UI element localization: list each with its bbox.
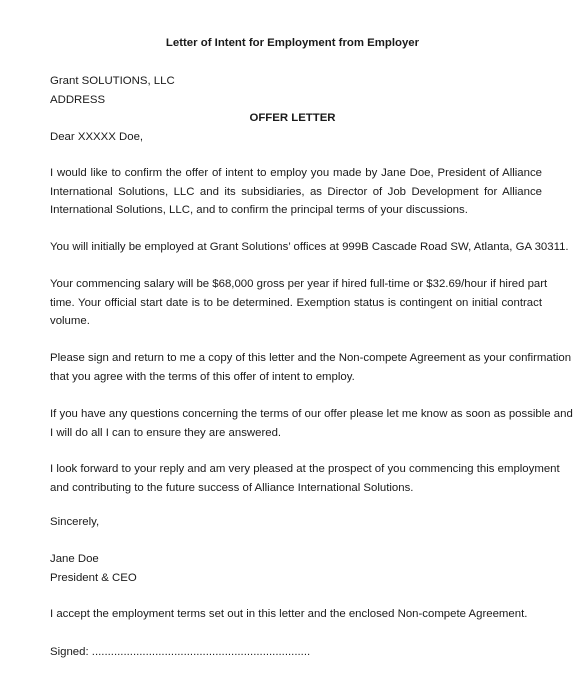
paragraph-line: I look forward to your reply and am very pleased at the prospect of you commencing this employment [50, 463, 560, 475]
paragraph-line: International Solutions, LLC and its subsidiaries, as Director of Job Development for Alliance [50, 185, 542, 198]
paragraph-line: International Solutions, LLC, and to confirm the principal terms of your discussions. [50, 204, 468, 216]
paragraph-line: I will do all I can to ensure they are answered. [50, 426, 282, 439]
paragraph-line: that you agree with the terms of this offer of intent to employ. [50, 370, 355, 383]
paragraph-sign-return [50, 349, 572, 386]
paragraph-closing-remarks [50, 460, 560, 497]
acceptance-statement: I accept the employment terms set out in this letter and the enclosed Non-compete Agreement. [50, 608, 528, 620]
paragraph-line: You will initially be employed at Grant Solutions’ offices at 999B Cascade Road SW, Atlanta, GA 30311. [50, 241, 569, 253]
paragraph-line: time. Your official start date is to be determined. Exemption status is contingent on initial contract [50, 296, 542, 309]
offer-letter-heading: OFFER LETTER [249, 112, 336, 124]
paragraph-line: If you have any questions concerning the terms of our offer please let me know as soon as possible and [50, 408, 573, 420]
company-name: Grant SOLUTIONS, LLC [50, 75, 175, 87]
document-title: Letter of Intent for Employment from Employer [165, 37, 420, 49]
paragraph-intent [50, 164, 542, 220]
paragraph-line: Please sign and return to me a copy of this letter and the Non-compete Agreement as your confirmation [50, 352, 572, 364]
paragraph-line: I would like to confirm the offer of intent to employ you made by Jane Doe, President of Alliance [50, 167, 542, 179]
paragraph-line: volume. [50, 315, 90, 327]
closing: Sincerely, [50, 516, 100, 528]
signer-name: Jane Doe [50, 553, 99, 565]
paragraph-questions [50, 405, 573, 442]
paragraph-location [50, 238, 569, 257]
salutation: Dear XXXXX Doe, [50, 131, 144, 143]
company-address: ADDRESS [50, 94, 106, 106]
paragraph-line: and contributing to the future success of Alliance International Solutions. [50, 481, 414, 494]
paragraph-line: Your commencing salary will be $68,000 gross per year if hired full-time or $32.69/hour if hired part [50, 278, 548, 290]
signer-title: President & CEO [50, 572, 137, 584]
signature-line: Signed: ..................................................................... [50, 646, 311, 658]
paragraph-salary [50, 275, 548, 331]
